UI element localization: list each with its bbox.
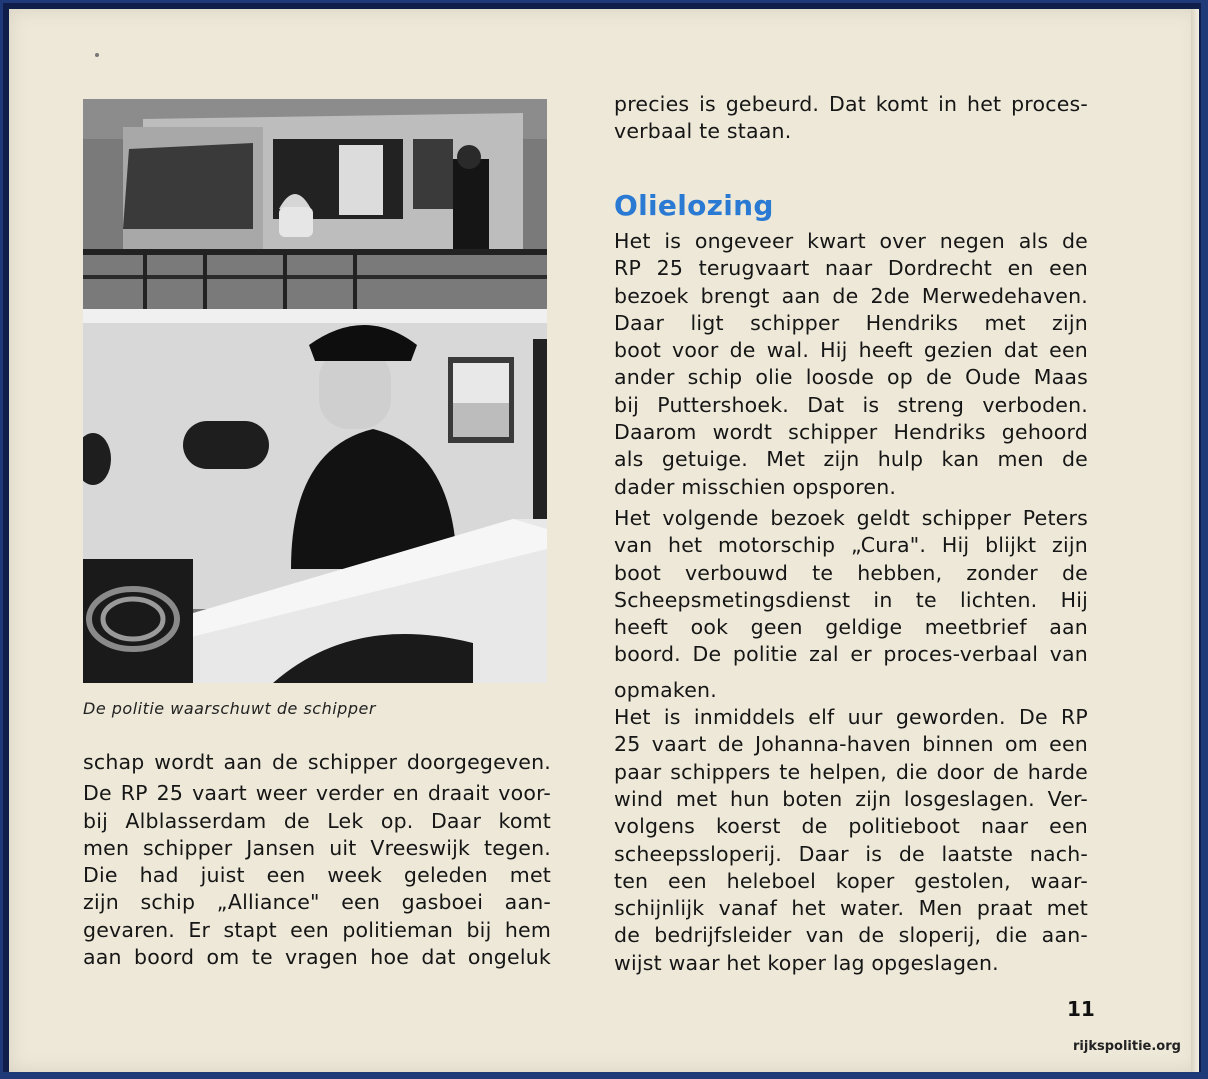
photo-caption: De politie waarschuwt de schipper [83,699,376,718]
text-line: Het volgende bezoek geldt schipper Peters [614,505,1088,530]
watermark: rijkspolitie.org [1073,1039,1181,1054]
text-line: schap wordt aan de schipper doorgegeven. [83,750,551,774]
text-line: ander schip olie loosde op de Oude Maas [614,365,1088,390]
text-line: gevaren. Er stapt een politieman bij hem [83,917,551,942]
text-line: 25 vaart de Johanna-haven binnen om een [614,732,1088,757]
text-line: opmaken. [614,677,717,702]
text-line: Daarom wordt schipper Hendriks gehoord [614,420,1088,445]
text-line: aan boord om te vragen hoe dat ongeluk [83,945,551,970]
text-line: dader misschien opsporen. [614,474,897,499]
text-line: RP 25 terugvaart naar Dordrecht en een [614,256,1088,281]
right-column-intro [614,91,1088,146]
text-line: zijn schip „Alliance" een gasboei aan- [83,890,551,915]
text-line: verbaal te staan. [614,119,792,144]
text-line: heeft ook geen geldige meetbrief aan [614,615,1088,640]
text-line: Scheepsmetingsdienst in te lichten. Hij [614,587,1088,612]
text-line: bij Alblasserdam de Lek op. Daar komt [83,808,551,833]
text-line: bezoek brengt aan de 2de Merwedehaven. [614,283,1088,308]
text-line: wind met hun boten zijn losgeslagen. Ver- [614,786,1088,811]
text-line: als getuige. Met zijn hulp kan men de [614,447,1088,472]
text-line: de bedrijfsleider van de sloperij, die aan- [614,923,1088,948]
speck [95,53,99,57]
text-line: Het is inmiddels elf uur geworden. De RP [614,705,1088,730]
text-line: Daar ligt schipper Hendriks met zijn [614,310,1088,335]
text-line: men schipper Jansen uit Vreeswijk tegen. [83,835,551,860]
book-page [9,9,1199,1072]
boat-photo [83,99,547,683]
text-line: volgens koerst de politieboot naar een [614,814,1088,839]
right-column-body [614,228,1088,977]
text-line: scheepssloperij. Daar is de laatste nach- [614,841,1088,866]
text-line: boot voor de wal. Hij heeft gezien dat een [614,338,1088,363]
text-line: Het is ongeveer kwart over negen als de [614,229,1088,253]
text-line: boord. De politie zal er proces-verbaal van [614,642,1088,667]
text-line: van het motorschip „Cura". Hij blijkt zijn [614,533,1088,558]
section-heading: Olielozing [614,189,774,222]
text-line: ten een heleboel koper gestolen, waar- [614,868,1088,893]
text-line: paar schippers te helpen, die door de harde [614,759,1088,784]
text-line: Die had juist een week geleden met [83,863,551,888]
text-line: bij Puttershoek. Dat is streng verboden. [614,392,1088,417]
text-line: De RP 25 vaart weer verder en draait voor- [83,781,551,806]
page-frame [3,3,1201,1072]
page-edge [1191,9,1199,1072]
text-line: boot verbouwd te hebben, zonder de [614,560,1088,585]
text-line: precies is gebeurd. Dat komt in het proces- [614,92,1088,116]
left-column-text [83,749,551,971]
text-line: schijnlijk vanaf het water. Men praat met [614,896,1088,921]
page-number: 11 [1067,997,1095,1021]
text-line: wijst waar het koper lag opgeslagen. [614,950,999,975]
